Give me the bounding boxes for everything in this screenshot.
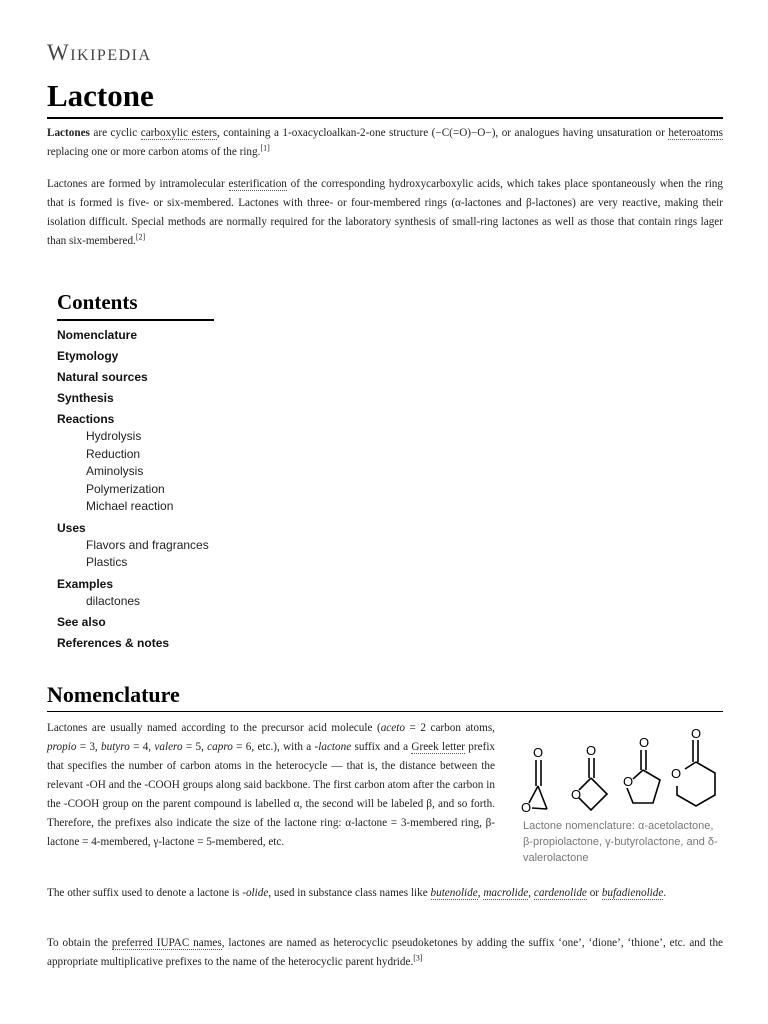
toc-subitem[interactable]: Flavors and fragrances [86,537,209,552]
link-cardenolide[interactable]: cardenolide [533,887,587,899]
toc-subitem[interactable]: Michael reaction [86,499,174,513]
reference-1[interactable]: [1] [260,143,270,153]
link-heteroatoms[interactable]: heteroatoms [668,127,724,139]
toc-subitem[interactable]: Polymerization [86,481,165,496]
toc-subitem[interactable]: Aminolysis [86,464,144,478]
toc-item[interactable]: Etymology [57,349,119,363]
toc-subitem[interactable]: dilactones [86,593,141,608]
atom-label-o: O [691,726,702,741]
atom-label-o: O [671,766,682,781]
toc-item[interactable]: Reactions [57,412,115,426]
link-carboxylic-esters[interactable]: carboxylic esters [140,127,217,139]
atom-label-o: O [521,800,532,815]
toc-item[interactable]: See also [57,615,106,629]
toc-subitem[interactable]: Reduction [86,446,141,461]
lactone-nomenclature-figure [523,728,723,866]
title-divider [47,117,723,119]
link-macrolide[interactable]: macrolide [483,887,529,899]
toc-list [57,327,357,652]
toc-subitem[interactable]: Plastics [86,555,128,569]
atom-label-o: O [639,735,650,750]
toc-item[interactable]: Uses [57,520,86,535]
atom-label-o: O [586,743,597,758]
page-title: Lactone [47,78,154,113]
link-esterification[interactable]: esterification [228,178,287,190]
intro-paragraph-2: Lactones are formed by intramolecular esterification of the corresponding hydroxycarboxylic acids, which takes place spontaneously when the ring that is formed is five- or six-membered. Lactones with three- or four-membered rings (α-lactones and β-lactones) are very reactive, making their isolation difficult. Special methods are normally required for the laboratory synthesis of small-ring lactones as well as those that contain rings lager than six-membered.[2] [47,178,723,247]
table-of-contents [57,290,357,652]
atom-label-o: O [623,774,634,789]
toc-item[interactable]: References & notes [57,636,170,650]
nomenclature-paragraph-1: Lactones are usually named according to the precursor acid molecule (aceto = 2 carbon atoms, propio = 3, butyro = 4, valero = 5, capro = 6, etc.), with a -lactone suffix and a Greek letter prefix that specifies the number of carbon atoms in the heterocycle — that is, the distance between the relevant -OH and the -COOH groups along said backbone. The first carbon atom after the carbon in the -COOH group on the parent compound is labelled α, the second will be labeled β, and so forth. Therefore, the prefixes also indicate the size of the lactone ring: α-lactone = 3-membered ring, β-lactone = 4-membered, γ-lactone = 5-membered, etc. [47,722,496,848]
lactone-structures-diagram [523,728,723,816]
toc-item[interactable]: Nomenclature [57,328,138,342]
nomenclature-paragraph-3: To obtain the preferred IUPAC names, lactones are named as heterocyclic pseudoketones by adding the suffix ‘one’, ‘dione’, ‘thione’, etc. and the appropriate multiplicative prefixes to the name of the heterocyclic parent hydride.[3] [47,937,724,968]
toc-item[interactable]: Examples [57,576,114,591]
link-bufadienolide[interactable]: bufadienolide [601,887,664,899]
lead-term: Lactones [47,127,90,139]
toc-subitem[interactable]: Hydrolysis [86,429,142,443]
atom-label-o: O [571,787,582,802]
wikipedia-logo[interactable]: Wikipedia [47,40,152,65]
section-heading-nomenclature: Nomenclature [47,682,723,712]
toc-item[interactable]: Synthesis [57,391,114,405]
link-greek-letter[interactable]: Greek letter [411,741,466,753]
link-preferred-iupac-names[interactable]: preferred IUPAC names [111,937,222,949]
reference-2[interactable]: [2] [135,232,146,242]
atom-label-o: O [533,745,544,760]
figure-caption: Lactone nomenclature: α-acetolactone, β-propiolactone, γ-butyrolactone, and δ-valerolactone [523,820,718,864]
link-butenolide[interactable]: butenolide [430,887,478,899]
reference-3[interactable]: [3] [413,953,423,963]
toc-title: Contents [57,290,214,321]
nomenclature-paragraph-2: The other suffix used to denote a lactone is -olide, used in substance class names like butenolide, macrolide, cardenolide or bufadienolide. [47,887,667,899]
intro-paragraph-1: Lactones are cyclic carboxylic esters, containing a 1-oxacycloalkan-2-one structure (−C(=O)−O−), or analogues having unsaturation or heteroatoms replacing one or more carbon atoms of the ring.[1] [47,127,724,158]
toc-item[interactable]: Natural sources [57,370,148,384]
